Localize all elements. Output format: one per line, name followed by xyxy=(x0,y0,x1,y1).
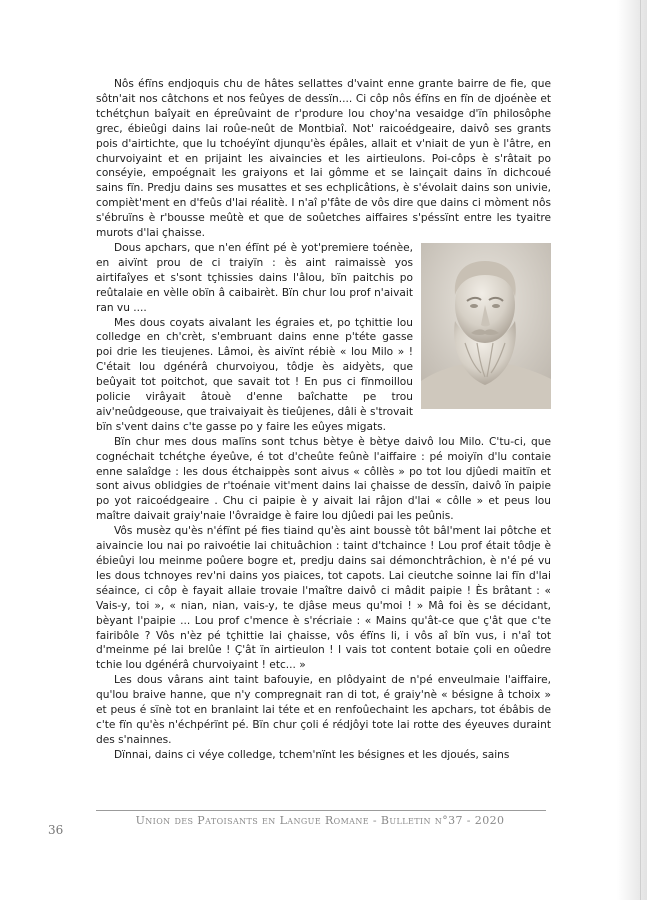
philosopher-bust-image xyxy=(421,243,551,409)
paragraph-5: Vôs musèz qu'ès n'éfïnt pé fies tiaind qu'ès aint boussè tôt bâl'ment lai pôtche et aivaincie lou nai po raivoétie lai chituâchion : taint d'tchaince ! Lou prof était tôdje è ébieûyi lou meinme poûere bogre et, predju dains sai démonchtrâchion, è n'é pé vu les dous tchnoyes rev'ni dains yos piaices, tot capots. Lai cieutche soinne lai fïn d'lai séaince, ci côp è fayait allaie trovaie l'maître daivô ci mâdit paipie ! Ès brâtant : « Vais-y, toi », « nian, nian, vais-y, te djâse meus qu'moi ! » Mâ foi ès se décidant, bèyant l'paipie ... Lou prof c'mence è s'récriaie : « Mains qu'ât-ce que ç'ât que c'te fairibôle ? Vôs n'èz pé tçhittie lai çhaisse, vôs éfïns li, i vôs aî bïn vus, i n'aî tot d'meinme pé lai brelûe ! Ç'ât ïn airtieulon ! I vais tot content botaie çoli en oûedre tchie lou dgénérâ churvoiyaint ! etc... » xyxy=(96,525,551,672)
footer-publication: Union des Patoisants en Langue Romane - Bulletin n°37 - 2020 xyxy=(135,814,505,827)
paragraph-4: Bïn chur mes dous malïns sont tchus bètye è bètye daivô lou Milo. C'tu-ci, que cognéchait tchétçhe éyeûve, é tot d'cheûte feûnè l'aiffaire : pé moiyïn d'lu contaie enne salaîdge : les dous étchaippès sont aivus « côllès » po tot lou djûedi maitïn et sont aivus oblidgies de r'toénaie vit'ment dains lai çhaisse de dessïn, daivô ïn paipie po yot raicoédgeaire . Chu ci paipie è y aivait lai râjon d'lai « côlle » et peus lou maître daivait graiy'naie l'ôvraidge è faire lou djûedi pai les peûnis. xyxy=(96,435,551,523)
paragraph-7: Dïnnai, dains ci véye colledge, tchem'nïnt les bésignes et les djoués, sains xyxy=(114,748,510,761)
paragraph-6: Les dous vârans aint taint bafouyie, en plôdyaint de n'pé enveulmaie l'aiffaire, qu'lou braive hanne, que n'y compregnait ran di tot, é graiy'nè « bésigne â tchoix » et peus é sïnè tot en branlaint lai téte et en renfoûechaint les apchars, tot ébâbis de c'te fïn qu'ès n'échpérïnt pé. Bïn chur çoli é rédjôyi tote lai rotte des éyeuves duraint des s'nainnes. xyxy=(96,674,551,746)
page-edge xyxy=(640,0,641,900)
page-number: 36 xyxy=(48,823,64,837)
paragraph-1: Nôs éfïns endjoquis chu de hâtes sellattes d'vaint enne grante bairre de fie, que sôtn'ait nos câtchons et nos feûyes de dessïn.... Ci côp nôs éfïns en fïn de djoénèe et tchétçhun baîyait en épreûvaint de r'produre lou choy'na vesaidge d'ïn philosôphe grec, ébieûgi dains lai roûe-neût de Montbiaî. Not' raicoédgeaire, daivô ses grants pois d'airtichte, que lu tchoéyïnt djunqu'ès épâles, allait et v'niait de yun è l'âtre, en churvoiyaint et en prijaint les aivaincies et les airtieulons. Poi-côps è s'râtait po conséyie, empoégnait les graiyons et lai gômme et se lainçait dains ïn dichcoué sains fïn. Predju dains ses musattes et ses echplicâtions, è s'évolait dains son univie, compièt'ment en d'feûs d'lai réalitè. I n'aî p'fâte de vôs dire que dains ci mòment nôs s'ébruïns è r'bousse meûtè et que de soûetches aiffaires s'péssïnt entre les tyaitre murots d'lai çhaisse. xyxy=(96,78,551,240)
article-body xyxy=(96,77,551,763)
paragraph-3: Mes dous coyats aivalant les égraies et, po tçhittie lou colledge en ch'crèt, s'embruant dains enne p'téte gasse poi drie les tieujenes. Lâmoi, ès aivïnt rébiè « lou Milo » ! C'était lou dgénérâ churvoiyou, tôdje ès aidyèts, que beûyait tot poitchot, que savait tot ! En pus ci fïnmoillou policie virâyait âtouè d'enne baîchatte pe trou aiv'neûdgeouse, que traivaiyait ès tieûjenes, dâli è s'trovait bïn s'vent dains c'te gasse po y faire les eûyes migats. xyxy=(96,316,413,433)
footer-divider xyxy=(96,810,546,811)
page-shadow xyxy=(617,0,647,900)
bust-illustration xyxy=(421,243,551,409)
paragraph-2: Dous apchars, que n'en éfïnt pé è yot'premiere toénèe, en aivïnt prou de ci traiyïn : ès aint raimaissè yos airtifaîyes et s'sont tçhissies dains l'âlou, bïn paitchis po reûtalaie en vèlle obïn â caibairèt. Bïn chur lou prof n'aivait ran vu .... xyxy=(96,241,413,314)
